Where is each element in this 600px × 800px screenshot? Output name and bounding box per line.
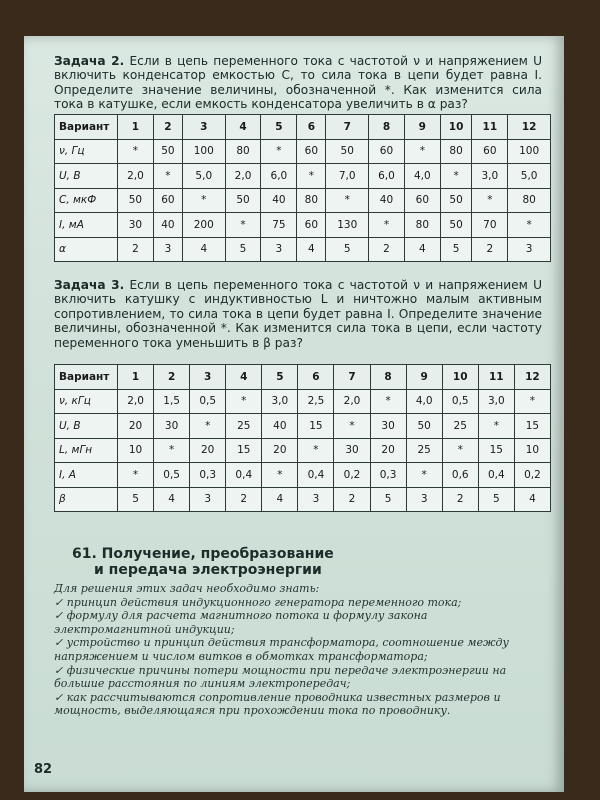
table-cell: 15 [226, 438, 262, 463]
table-cell: 75 [261, 213, 297, 238]
table-cell: 2 [118, 237, 154, 262]
table-cell: 80 [297, 188, 326, 213]
table-cell: 70 [472, 213, 508, 238]
table-cell: 60 [153, 188, 182, 213]
table-cell: 30 [118, 213, 154, 238]
column-header: 5 [261, 115, 297, 140]
column-header: 10 [442, 365, 478, 390]
table-cell: 2 [334, 487, 370, 512]
table-cell: 50 [153, 139, 182, 164]
row-header: U, В [55, 414, 118, 439]
table-cell: 0,3 [370, 463, 406, 488]
table-cell: 3,0 [472, 164, 508, 189]
column-header: 8 [370, 365, 406, 390]
table-cell: * [478, 414, 514, 439]
table-cell: 3 [406, 487, 442, 512]
table-cell: 0,2 [334, 463, 370, 488]
table-cell: 25 [226, 414, 262, 439]
table-cell: 5 [440, 237, 472, 262]
table-cell: 20 [118, 414, 154, 439]
task-3-body: Если в цепь переменного тока с частотой ν и напряжением U включить катушку с индуктивностью L и ничтожно малым активным сопротивлением, то сила тока в цепи будет равна I. Определите значение величины, обозначенной *. Как изменится сила тока в цепи, если частоту переменного тока уменьшить в β раз? [54, 278, 543, 350]
table-cell: 0,6 [442, 463, 478, 488]
column-header: 6 [298, 365, 334, 390]
table-cell: 2 [442, 487, 478, 512]
table-cell: * [406, 463, 442, 488]
table-row [55, 438, 551, 463]
table-cell: 50 [326, 139, 369, 164]
task-3-label: Задача 3. [54, 278, 125, 292]
column-header-variant: Вариант [55, 115, 118, 140]
table-cell: 3,0 [478, 389, 514, 414]
column-header: 12 [514, 365, 550, 390]
column-header: 5 [262, 365, 298, 390]
table-cell: * [508, 213, 551, 238]
table-cell: 25 [406, 438, 442, 463]
table-cell: 4 [154, 487, 190, 512]
table-cell: 4 [404, 237, 440, 262]
column-header: 7 [334, 365, 370, 390]
column-header: 4 [225, 115, 261, 140]
column-header: 12 [508, 115, 551, 140]
table-cell: 2,0 [118, 389, 154, 414]
table-cell: 3 [190, 487, 226, 512]
table-cell: 15 [514, 414, 550, 439]
table-cell: 0,2 [514, 463, 550, 488]
table-cell: 60 [297, 213, 326, 238]
row-header: U, В [55, 164, 118, 189]
table-cell: 130 [326, 213, 369, 238]
table-cell: 10 [514, 438, 550, 463]
requirement-item: ✓ формулу для расчета магнитного потока и формулу закона электромагнитной индукции; [54, 609, 428, 636]
section-title [72, 546, 532, 578]
table-row [55, 414, 551, 439]
table-cell: 60 [404, 188, 440, 213]
table-cell: 30 [154, 414, 190, 439]
column-header: 9 [404, 115, 440, 140]
table-cell: 3 [508, 237, 551, 262]
table-header-row [55, 115, 551, 140]
table-cell: * [153, 164, 182, 189]
table-cell: 20 [262, 438, 298, 463]
column-header: 1 [118, 365, 154, 390]
table-cell: 40 [261, 188, 297, 213]
table-cell: 60 [369, 139, 405, 164]
table-cell: 7,0 [326, 164, 369, 189]
table-cell: 0,4 [298, 463, 334, 488]
task-2-text [54, 54, 542, 112]
requirement-item: ✓ принцип действия индукционного генератора переменного тока; [54, 595, 462, 609]
task-3-table [54, 364, 551, 512]
table-row [55, 237, 551, 262]
table-cell: 2 [226, 487, 262, 512]
table-cell: 2,0 [334, 389, 370, 414]
table-cell: * [514, 389, 550, 414]
table-cell: 100 [508, 139, 551, 164]
table-cell: 50 [406, 414, 442, 439]
column-header: 2 [153, 115, 182, 140]
row-header: β [55, 487, 118, 512]
table-cell: 0,4 [226, 463, 262, 488]
table-cell: 2 [472, 237, 508, 262]
table-header-row [55, 365, 551, 390]
requirement-item: ✓ как рассчитываются сопротивление проводника известных размеров и мощность, выделяющаяся при прохождении тока по проводнику. [54, 690, 501, 718]
column-header: 11 [472, 115, 508, 140]
table-cell: 20 [370, 438, 406, 463]
table-cell: 50 [440, 188, 472, 213]
table-cell: 5 [478, 487, 514, 512]
task-3-text [54, 278, 542, 350]
table-cell: 5,0 [508, 164, 551, 189]
table-cell: 0,5 [154, 463, 190, 488]
table-cell: 5,0 [182, 164, 225, 189]
table-cell: 100 [182, 139, 225, 164]
table-cell: 4 [182, 237, 225, 262]
table-cell: 80 [508, 188, 551, 213]
column-header: 10 [440, 115, 472, 140]
table-cell: 3 [261, 237, 297, 262]
table-cell: 0,5 [442, 389, 478, 414]
column-header: 4 [226, 365, 262, 390]
row-header: L, мГн [55, 438, 118, 463]
table-cell: * [297, 164, 326, 189]
column-header: 3 [190, 365, 226, 390]
page-number: 82 [34, 762, 53, 777]
table-cell: 50 [440, 213, 472, 238]
table-cell: * [225, 213, 261, 238]
row-header: C, мкФ [55, 188, 118, 213]
table-cell: 60 [472, 139, 508, 164]
table-cell: 0,5 [190, 389, 226, 414]
requirement-item: ✓ физические причины потери мощности при передаче электроэнергии на большие расстояния по линиям электропередач; [54, 663, 507, 691]
table-cell: 6,0 [369, 164, 405, 189]
table-row [55, 463, 551, 488]
column-header: 1 [118, 115, 154, 140]
table-cell: 40 [369, 188, 405, 213]
table-cell: 5 [225, 237, 261, 262]
table-cell: 6,0 [261, 164, 297, 189]
table-cell: 4 [262, 487, 298, 512]
table-cell: 5 [326, 237, 369, 262]
table-cell: 3 [298, 487, 334, 512]
column-header: 8 [369, 115, 405, 140]
table-cell: 3 [153, 237, 182, 262]
table-cell: 40 [153, 213, 182, 238]
table-row [55, 164, 551, 189]
column-header: 11 [478, 365, 514, 390]
row-header: ν, кГц [55, 389, 118, 414]
table-cell: 30 [370, 414, 406, 439]
column-header: 7 [326, 115, 369, 140]
table-cell: 4,0 [404, 164, 440, 189]
table-cell: 20 [190, 438, 226, 463]
row-header: ν, Гц [55, 139, 118, 164]
table-cell: * [118, 463, 154, 488]
table-cell: 80 [440, 139, 472, 164]
table-cell: 2 [369, 237, 405, 262]
section-title-line-2: и передача электроэнергии [94, 562, 322, 578]
table-cell: * [472, 188, 508, 213]
table-cell: * [404, 139, 440, 164]
table-row [55, 188, 551, 213]
table-cell: 40 [262, 414, 298, 439]
table-cell: 80 [404, 213, 440, 238]
column-header: 9 [406, 365, 442, 390]
table-row [55, 139, 551, 164]
table-cell: 0,3 [190, 463, 226, 488]
table-cell: 2,5 [298, 389, 334, 414]
row-header: α [55, 237, 118, 262]
table-cell: 4,0 [406, 389, 442, 414]
table-row [55, 487, 551, 512]
table-cell: 4 [297, 237, 326, 262]
table-cell: 25 [442, 414, 478, 439]
table-cell: * [326, 188, 369, 213]
table-cell: 80 [225, 139, 261, 164]
table-cell: * [154, 438, 190, 463]
table-cell: 60 [297, 139, 326, 164]
table-cell: * [440, 164, 472, 189]
table-cell: 200 [182, 213, 225, 238]
table-cell: * [298, 438, 334, 463]
table-cell: 0,4 [478, 463, 514, 488]
table-cell: * [334, 414, 370, 439]
table-cell: 5 [118, 487, 154, 512]
table-cell: * [262, 463, 298, 488]
table-cell: * [442, 438, 478, 463]
table-cell: 1,5 [154, 389, 190, 414]
row-header: I, А [55, 463, 118, 488]
table-cell: * [182, 188, 225, 213]
table-row [55, 213, 551, 238]
table-cell: * [370, 389, 406, 414]
book-page [24, 36, 564, 792]
table-cell: * [118, 139, 154, 164]
requirements-list [54, 582, 524, 718]
requirements-intro: Для решения этих задач необходимо знать: [54, 582, 320, 595]
task-2-label: Задача 2. [54, 54, 125, 68]
column-header: 3 [182, 115, 225, 140]
requirement-item: ✓ устройство и принцип действия трансформатора, соотношение между напряжением и числом витков в обмотках трансформатора; [54, 636, 509, 663]
table-cell: 15 [298, 414, 334, 439]
table-cell: 2,0 [225, 164, 261, 189]
table-cell: 10 [118, 438, 154, 463]
column-header: 2 [154, 365, 190, 390]
table-cell: 30 [334, 438, 370, 463]
table-cell: 15 [478, 438, 514, 463]
table-cell: * [190, 414, 226, 439]
task-2-body: Если в цепь переменного тока с частотой ν и напряжением U включить конденсатор емкостью C, то сила тока в цепи будет равна I. Определите значение величины, обозначенной *. Как изменится сила тока в катушке, если емкость конденсатора увеличить в α раз? [54, 54, 543, 112]
table-cell: 5 [370, 487, 406, 512]
table-cell: * [226, 389, 262, 414]
column-header: 6 [297, 115, 326, 140]
table-cell: 3,0 [262, 389, 298, 414]
table-cell: * [369, 213, 405, 238]
table-cell: 50 [225, 188, 261, 213]
row-header: I, мА [55, 213, 118, 238]
table-cell: 4 [514, 487, 550, 512]
section-title-line-1: 61. Получение, преобразование [72, 546, 334, 562]
table-cell: 2,0 [118, 164, 154, 189]
table-cell: * [261, 139, 297, 164]
column-header-variant: Вариант [55, 365, 118, 390]
table-cell: 50 [118, 188, 154, 213]
task-2-table [54, 114, 551, 262]
table-row [55, 389, 551, 414]
